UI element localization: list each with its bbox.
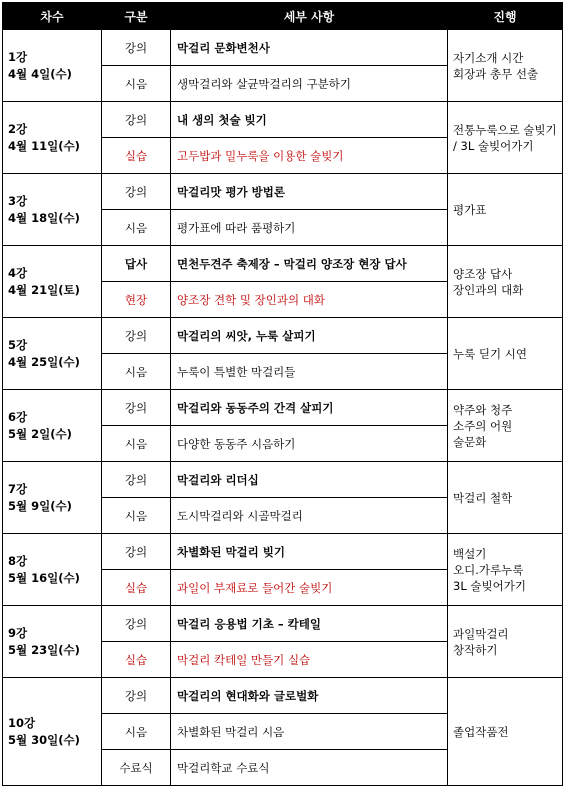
header-type: 구분 bbox=[102, 3, 171, 30]
detail-cell: 내 생의 첫술 빚기 bbox=[171, 102, 448, 138]
session-date: 5월 2일(수) bbox=[8, 426, 72, 441]
type-cell: 시음 bbox=[102, 498, 171, 534]
header-progress: 진행 bbox=[448, 3, 563, 30]
table-row bbox=[3, 102, 563, 138]
type-cell: 답사 bbox=[102, 246, 171, 282]
type-cell: 강의 bbox=[102, 102, 171, 138]
table-row bbox=[3, 318, 563, 354]
detail-cell: 누룩이 특별한 막걸리들 bbox=[171, 354, 448, 390]
session-date: 5월 30일(수) bbox=[8, 732, 80, 747]
header-session: 차수 bbox=[3, 3, 102, 30]
progress-line: 회장과 총무 선출 bbox=[453, 66, 539, 81]
table-row bbox=[3, 174, 563, 210]
session-number: 9강 bbox=[8, 625, 28, 640]
type-cell: 실습 bbox=[102, 138, 171, 174]
detail-cell: 차별화된 막걸리 시음 bbox=[171, 714, 448, 750]
type-cell: 실습 bbox=[102, 642, 171, 678]
type-cell: 강의 bbox=[102, 678, 171, 714]
detail-cell: 막걸리 문화변천사 bbox=[171, 30, 448, 66]
schedule-body bbox=[3, 30, 563, 786]
detail-cell: 막걸리학교 수료식 bbox=[171, 750, 448, 786]
progress-line: 술문화 bbox=[453, 434, 487, 449]
session-cell bbox=[3, 462, 102, 534]
type-cell: 수료식 bbox=[102, 750, 171, 786]
progress-line: 평가표 bbox=[453, 202, 487, 217]
session-number: 3강 bbox=[8, 193, 28, 208]
detail-cell: 막걸리의 현대화와 글로벌화 bbox=[171, 678, 448, 714]
detail-cell: 양조장 견학 및 장인과의 대화 bbox=[171, 282, 448, 318]
detail-cell: 도시막걸리와 시골막걸리 bbox=[171, 498, 448, 534]
detail-cell: 막걸리와 리더십 bbox=[171, 462, 448, 498]
session-cell bbox=[3, 534, 102, 606]
detail-cell: 막걸리와 동동주의 간격 살피기 bbox=[171, 390, 448, 426]
session-cell bbox=[3, 318, 102, 390]
session-cell bbox=[3, 30, 102, 102]
progress-cell bbox=[448, 102, 563, 174]
type-cell: 강의 bbox=[102, 462, 171, 498]
detail-cell: 생막걸리와 살균막걸리의 구분하기 bbox=[171, 66, 448, 102]
session-cell bbox=[3, 246, 102, 318]
session-cell bbox=[3, 678, 102, 786]
progress-cell bbox=[448, 174, 563, 246]
progress-line: 과일막걸리 bbox=[453, 626, 509, 641]
table-row bbox=[3, 462, 563, 498]
type-cell: 강의 bbox=[102, 174, 171, 210]
session-date: 4월 18일(수) bbox=[8, 210, 80, 225]
table-row bbox=[3, 678, 563, 714]
progress-cell bbox=[448, 606, 563, 678]
session-date: 4월 4일(수) bbox=[8, 66, 72, 81]
progress-line: 졸업작품전 bbox=[453, 724, 509, 739]
table-row bbox=[3, 606, 563, 642]
session-date: 5월 9일(수) bbox=[8, 498, 72, 513]
table-row bbox=[3, 534, 563, 570]
table-row bbox=[3, 390, 563, 426]
session-number: 4강 bbox=[8, 265, 28, 280]
session-date: 4월 25일(수) bbox=[8, 354, 80, 369]
progress-line: 장인과의 대화 bbox=[453, 282, 524, 297]
session-cell bbox=[3, 606, 102, 678]
type-cell: 시음 bbox=[102, 210, 171, 246]
progress-line: 누룩 딛기 시연 bbox=[453, 346, 527, 361]
type-cell: 시음 bbox=[102, 354, 171, 390]
detail-cell: 막걸리 응용법 기초 – 칵테일 bbox=[171, 606, 448, 642]
schedule-table bbox=[2, 2, 563, 786]
progress-line: 소주의 어원 bbox=[453, 418, 513, 433]
progress-cell bbox=[448, 30, 563, 102]
progress-line: / 3L 술빚어가기 bbox=[453, 138, 534, 153]
progress-line: 3L 술빚어가기 bbox=[453, 578, 526, 593]
table-row bbox=[3, 30, 563, 66]
type-cell: 시음 bbox=[102, 714, 171, 750]
session-number: 6강 bbox=[8, 409, 28, 424]
type-cell: 현장 bbox=[102, 282, 171, 318]
session-number: 10강 bbox=[8, 715, 36, 730]
type-cell: 강의 bbox=[102, 390, 171, 426]
detail-cell: 막걸리의 씨앗, 누룩 살피기 bbox=[171, 318, 448, 354]
progress-cell bbox=[448, 246, 563, 318]
progress-cell bbox=[448, 678, 563, 786]
progress-cell bbox=[448, 318, 563, 390]
session-cell bbox=[3, 174, 102, 246]
progress-line: 막걸리 철학 bbox=[453, 490, 513, 505]
table-row bbox=[3, 246, 563, 282]
progress-cell bbox=[448, 462, 563, 534]
session-cell bbox=[3, 102, 102, 174]
type-cell: 시음 bbox=[102, 426, 171, 462]
session-number: 7강 bbox=[8, 481, 28, 496]
detail-cell: 면천두견주 축제장 – 막걸리 양조장 현장 답사 bbox=[171, 246, 448, 282]
header-row bbox=[3, 3, 563, 30]
session-number: 2강 bbox=[8, 121, 28, 136]
type-cell: 강의 bbox=[102, 534, 171, 570]
type-cell: 강의 bbox=[102, 318, 171, 354]
session-number: 1강 bbox=[8, 49, 28, 64]
type-cell: 시음 bbox=[102, 66, 171, 102]
type-cell: 강의 bbox=[102, 30, 171, 66]
type-cell: 실습 bbox=[102, 570, 171, 606]
detail-cell: 막걸리맛 평가 방법론 bbox=[171, 174, 448, 210]
detail-cell: 막걸리 칵테일 만들기 실습 bbox=[171, 642, 448, 678]
progress-cell bbox=[448, 390, 563, 462]
progress-line: 백설기 bbox=[453, 546, 487, 561]
progress-line: 자기소개 시간 bbox=[453, 50, 524, 65]
session-date: 5월 23일(수) bbox=[8, 642, 80, 657]
detail-cell: 다양한 동동주 시음하기 bbox=[171, 426, 448, 462]
progress-cell bbox=[448, 534, 563, 606]
session-number: 8강 bbox=[8, 553, 28, 568]
session-number: 5강 bbox=[8, 337, 28, 352]
progress-line: 전통누룩으로 술빚기 bbox=[453, 122, 557, 137]
header-detail: 세부 사항 bbox=[171, 3, 448, 30]
session-date: 4월 21일(토) bbox=[8, 282, 80, 297]
session-date: 4월 11일(수) bbox=[8, 138, 80, 153]
detail-cell: 과일이 부재료로 들어간 술빚기 bbox=[171, 570, 448, 606]
progress-line: 오디.가루누룩 bbox=[453, 562, 524, 577]
progress-line: 약주와 청주 bbox=[453, 402, 513, 417]
session-cell bbox=[3, 390, 102, 462]
progress-line: 창작하기 bbox=[453, 642, 498, 657]
detail-cell: 평가표에 따라 품평하기 bbox=[171, 210, 448, 246]
detail-cell: 고두밥과 밀누룩을 이용한 술빚기 bbox=[171, 138, 448, 174]
detail-cell: 차별화된 막걸리 빚기 bbox=[171, 534, 448, 570]
type-cell: 강의 bbox=[102, 606, 171, 642]
progress-line: 양조장 답사 bbox=[453, 266, 513, 281]
session-date: 5월 16일(수) bbox=[8, 570, 80, 585]
